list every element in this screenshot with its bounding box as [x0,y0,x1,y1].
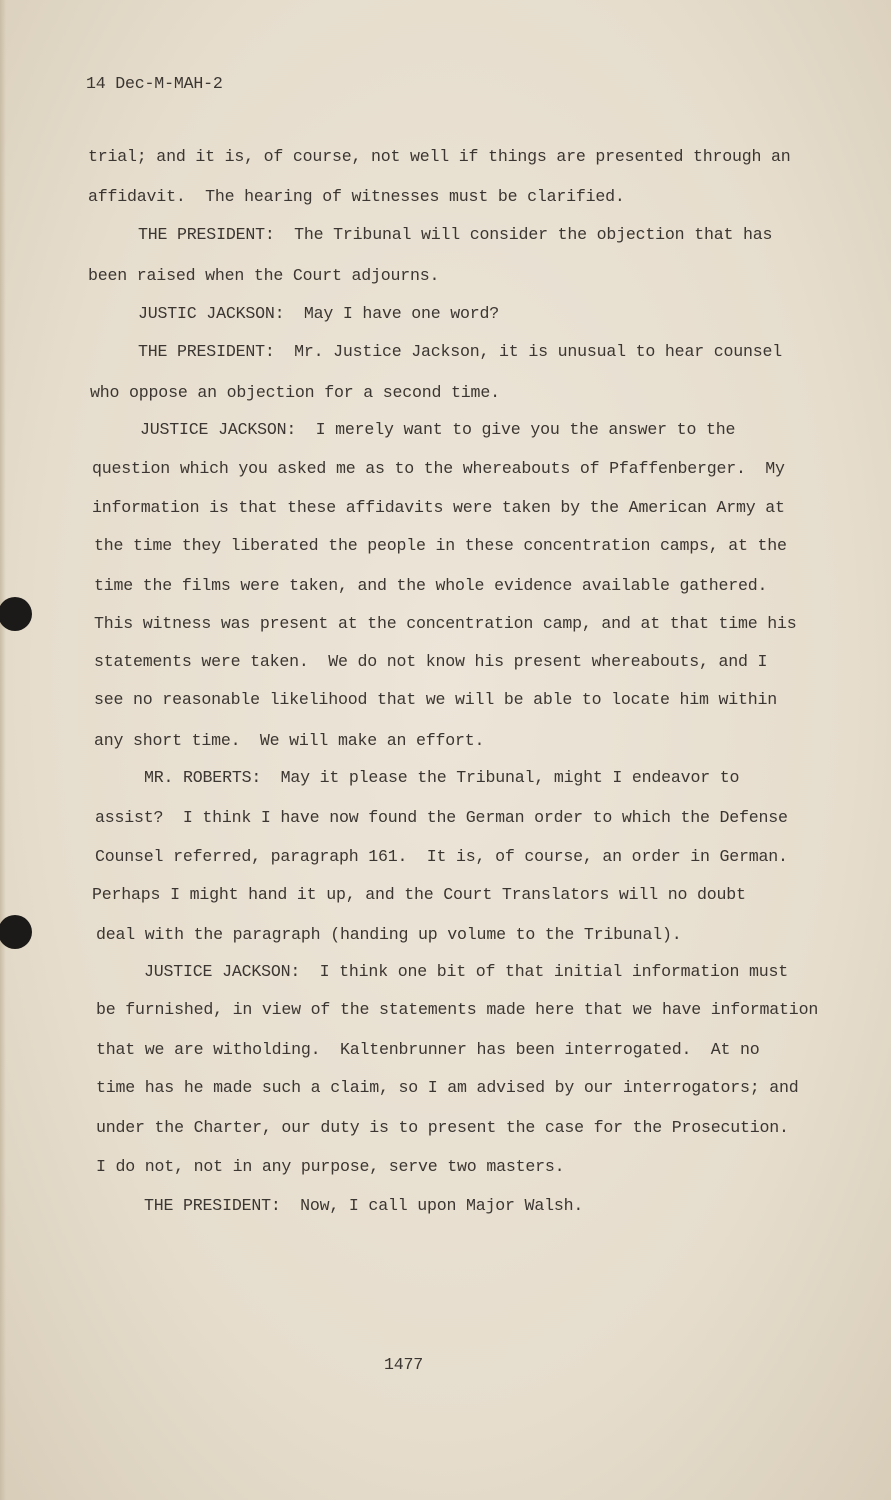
binder-hole-top [0,596,38,632]
transcript-line: JUSTIC JACKSON: May I have one word? [138,304,500,323]
transcript-line: affidavit. The hearing of witnesses must be clarified. [88,187,625,206]
transcript-line: THE PRESIDENT: The Tribunal will consider the objection that has [138,225,773,244]
transcript-line: who oppose an objection for a second time. [90,383,500,402]
transcript-line: the time they liberated the people in these concentration camps, at the [94,536,787,555]
binder-hole-bottom [0,914,38,950]
transcript-line: statements were taken. We do not know his present whereabouts, and I [94,652,768,671]
page-number: 1477 [384,1355,424,1374]
page-code-header: 14 Dec-M-MAH-2 [86,74,223,93]
transcript-line: JUSTICE JACKSON: I merely want to give you the answer to the [140,420,736,439]
page-edge-shadow [0,0,6,1500]
transcript-line: been raised when the Court adjourns. [88,266,440,285]
transcript-line: THE PRESIDENT: Now, I call upon Major Walsh. [144,1196,584,1215]
transcript-line: Counsel referred, paragraph 161. It is, of course, an order in German. [95,847,788,866]
transcript-line: trial; and it is, of course, not well if things are presented through an [88,147,791,166]
transcript-line: that we are witholding. Kaltenbrunner has been interrogated. At no [96,1040,760,1059]
transcript-line: JUSTICE JACKSON: I think one bit of that initial information must [144,962,789,981]
transcript-line: question which you asked me as to the whereabouts of Pfaffenberger. My [92,459,785,478]
transcript-line: THE PRESIDENT: Mr. Justice Jackson, it is unusual to hear counsel [138,342,783,361]
transcript-line: I do not, not in any purpose, serve two masters. [96,1157,565,1176]
transcript-line: be furnished, in view of the statements made here that we have information [96,1000,819,1019]
transcript-line: assist? I think I have now found the German order to which the Defense [95,808,788,827]
transcript-line: This witness was present at the concentration camp, and at that time his [94,614,797,633]
transcript-line: any short time. We will make an effort. [94,731,485,750]
transcript-line: deal with the paragraph (handing up volume to the Tribunal). [96,925,682,944]
transcript-line: Perhaps I might hand it up, and the Court Translators will no doubt [92,885,746,904]
transcript-line: time has he made such a claim, so I am advised by our interrogators; and [96,1078,799,1097]
transcript-line: MR. ROBERTS: May it please the Tribunal, might I endeavor to [144,768,740,787]
transcript-line: information is that these affidavits were taken by the American Army at [92,498,785,517]
transcript-line: under the Charter, our duty is to present the case for the Prosecution. [96,1118,789,1137]
transcript-line: time the films were taken, and the whole evidence available gathered. [94,576,768,595]
transcript-line: see no reasonable likelihood that we will be able to locate him within [94,690,778,709]
